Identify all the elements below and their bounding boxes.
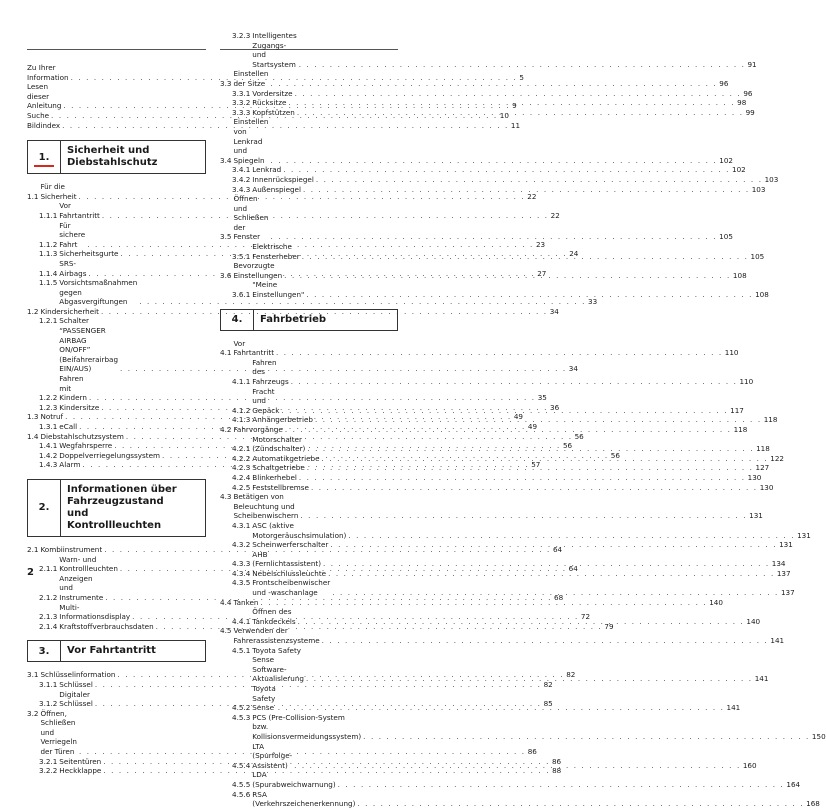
chapter-1-heading[interactable]	[27, 140, 206, 174]
toc-entry[interactable]: 1.1.4 SRS-Airbags . . . 27	[27, 259, 206, 278]
toc-entry[interactable]: 4.5.3 PCS (Pre-Collision-System bzw. Kollisionsvermeidungssystem) . . . 150	[220, 713, 398, 742]
toc-entry[interactable]: 1.1 Für die Sicherheit . . . 22	[27, 182, 206, 201]
toc-entry[interactable]: 1.2 Kindersicherheit . . . 34	[27, 307, 206, 317]
chapter-number: 4.	[220, 310, 254, 330]
toc-entry[interactable]: 3.2 Öffnen, Schließen und Verriegeln der Türen . . . 86	[27, 709, 206, 757]
toc-entry[interactable]: 2.1.1 Warn- und Kontrollleuchten . . . 64	[27, 555, 206, 574]
toc-entry[interactable]: 3.5 Öffnen und Schließen der Fenster . . . 105	[220, 194, 398, 242]
toc-entry[interactable]: 2.1.3 Multi-Informationsdisplay . . . 72	[27, 603, 206, 622]
toc-entry[interactable]: 4.5.2 Toyota Safety Sense . . . 141	[220, 684, 398, 713]
toc-entry[interactable]: 4.3.1 ASC (aktive Motorgeräuschsimulation) . . . 131	[220, 521, 398, 540]
toc-entry[interactable]: 4.5.6 RSA (Verkehrszeichenerkennung) . . . 168	[220, 790, 398, 809]
toc-entry[interactable]: 1.1.3 Sicherheitsgurte . . . 24	[27, 249, 206, 259]
toc-entry[interactable]: 3.3.2 Rücksitze . . . 98	[220, 98, 398, 108]
toc-entry[interactable]: 4.2.3 Schaltgetriebe . . . 127	[220, 463, 398, 473]
toc-entry[interactable]: 4.5 Verwenden der Fahrerassistenzsysteme . . . 141	[220, 626, 398, 645]
toc-entry[interactable]: Lesen dieser Anleitung . . . 9	[27, 82, 206, 111]
toc-entry[interactable]: 3.3.3 Kopfstützen . . . 99	[220, 108, 398, 118]
toc-entry[interactable]: 1.2.1 Schalter “PASSENGER AIRBAG ON/OFF” (Beifahrerairbag EIN/AUS) . . . 34	[27, 316, 206, 374]
toc-entry[interactable]: 1.1.5 Vorsichtsmaßnahmen gegen Abgasvergiftungen . . . 33	[27, 278, 206, 307]
toc-entry[interactable]: 4.3.3 AHB (Fernlichtassistent) . . . 134	[220, 550, 398, 569]
toc-entry[interactable]: 1.2.2 Fahren mit Kindern . . . 35	[27, 374, 206, 403]
toc-entry[interactable]: 1.1.2 Für sichere Fahrt . . . 23	[27, 221, 206, 250]
toc-entry[interactable]: Suche . . . 10	[27, 111, 206, 121]
toc-entry[interactable]: 3.1.1 Schlüssel . . . 82	[27, 680, 206, 690]
top-rule-left	[27, 49, 206, 50]
toc-entry[interactable]: 3.4.1 Lenkrad . . . 102	[220, 165, 398, 175]
toc-entry[interactable]: 4.1 Vor Fahrtantritt . . . 110	[220, 339, 398, 358]
chapter-4-heading[interactable]	[220, 309, 398, 331]
toc-entry[interactable]: 3.6 Bevorzugte Einstellungen . . . 108	[220, 261, 398, 280]
toc-entry[interactable]: 1.1.1 Vor Fahrtantritt . . . 22	[27, 201, 206, 220]
page-number: 2	[27, 567, 34, 578]
toc-entry[interactable]: 4.2.4 Blinkerhebel . . . 130	[220, 473, 398, 483]
toc-entry[interactable]: 3.5.1 Elektrische Fensterheber . . . 105	[220, 242, 398, 261]
toc-entry[interactable]: 2.1.2 Anzeigen und Instrumente . . . 68	[27, 574, 206, 603]
chapter-title: Vor Fahrtantritt	[67, 645, 156, 657]
toc-entry[interactable]: 4.5.4 LTA (Spurfolge-Assistent) . . . 160	[220, 742, 398, 771]
toc-entry[interactable]: 1.2.3 Kindersitze . . . 36	[27, 403, 206, 413]
toc-entry[interactable]: 4.3 Betätigen von Beleuchtung und Scheibenwischern . . . 131	[220, 492, 398, 521]
chapter-number: 1.	[27, 141, 61, 173]
toc-entry[interactable]: 4.5.1 Toyota Safety Sense Software-Aktualisierung . . . 141	[220, 646, 398, 684]
toc-entry[interactable]: 4.1.2 Fracht und Gepäck . . . 117	[220, 387, 398, 416]
toc-entry[interactable]: 3.4.3 Außenspiegel . . . 103	[220, 185, 398, 195]
toc-entry[interactable]: 4.2 Fahrvorgänge . . . 118	[220, 425, 398, 435]
toc-entry[interactable]: 4.3.5 Frontscheibenwischer und -waschanlage . . . 137	[220, 578, 398, 597]
toc-entry[interactable]: 2.1 Kombiinstrument . . . 64	[27, 545, 206, 555]
toc-entry[interactable]: 4.2.5 Feststellbremse . . . 130	[220, 483, 398, 493]
toc-entry[interactable]: 3.1 Schlüsselinformation . . . 82	[27, 670, 206, 680]
toc-entry[interactable]: 4.1.1 Fahren des Fahrzeugs . . . 110	[220, 358, 398, 387]
toc-entry[interactable]: 4.3.2 Scheinwerferschalter . . . 131	[220, 540, 398, 550]
toc-entry[interactable]: 3.2.2 Heckklappe . . . 88	[27, 766, 206, 776]
toc-entry[interactable]: 4.4 Tanken . . . 140	[220, 598, 398, 608]
toc-entry[interactable]: 2.1.4 Kraftstoffverbrauchsdaten . . . 79	[27, 622, 206, 632]
toc-entry[interactable]: 3.6.1 "Meine Einstellungen" . . . 108	[220, 280, 398, 299]
toc-entry[interactable]: 4.3.4 Nebelschlussleuchte . . . 137	[220, 569, 398, 579]
toc-entry[interactable]: 3.4.2 Innenrückspiegel . . . 103	[220, 175, 398, 185]
toc-entry[interactable]: 3.2.3 Intelligentes Zugangs- und Startsystem . . . 91	[220, 31, 398, 69]
toc-entry[interactable]: 1.3.1 eCall . . . 49	[27, 422, 206, 432]
toc-entry[interactable]: 4.5.5 LDA (Spurabweichwarnung) . . . 164	[220, 770, 398, 789]
chapter-title: Fahrbetrieb	[260, 313, 327, 325]
chapter-2-heading[interactable]	[27, 479, 206, 537]
chapter-title: Sicherheit und Diebstahlschutz	[67, 145, 158, 169]
toc-entry[interactable]: 1.4.1 Wegfahrsperre . . . 56	[27, 441, 206, 451]
toc-entry[interactable]: 1.3 Notruf . . . 49	[27, 412, 206, 422]
chapter-number: 2.	[27, 480, 61, 536]
toc-entry[interactable]: 3.2.1 Seitentüren . . . 86	[27, 757, 206, 767]
toc-entry[interactable]: 1.4 Diebstahlschutzsystem . . . 56	[27, 432, 206, 442]
toc-entry[interactable]: 3.4 Einstellen von Lenkrad und Spiegeln . . . 102	[220, 117, 398, 165]
chapter-number: 3.	[27, 641, 61, 661]
toc-entry[interactable]: 3.1.2 Digitaler Schlüssel . . . 85	[27, 690, 206, 709]
toc-entry[interactable]: 3.3 Einstellen der Sitze . . . 96	[220, 69, 398, 88]
toc-entry[interactable]: 4.4.1 Öffnen des Tankdeckels . . . 140	[220, 607, 398, 626]
chapter-3-heading[interactable]	[27, 640, 206, 662]
toc-entry[interactable]: 1.4.3 Alarm . . . 57	[27, 460, 206, 470]
toc-entry[interactable]: Bildindex . . . 11	[27, 121, 206, 131]
toc-entry[interactable]: 4.2.2 Automatikgetriebe . . . 122	[220, 454, 398, 464]
toc-entry[interactable]: 4.1.3 Anhängerbetrieb . . . 118	[220, 415, 398, 425]
toc-entry[interactable]: 3.3.1 Vordersitze . . . 96	[220, 89, 398, 99]
toc-entry[interactable]: Zu Ihrer Information . . . 5	[27, 63, 206, 82]
toc-entry[interactable]: 4.2.1 Motorschalter (Zündschalter) . . . 118	[220, 435, 398, 454]
toc-entry[interactable]: 1.4.2 Doppelverriegelungssystem . . . 56	[27, 451, 206, 461]
chapter-title: Informationen über Fahrzeugzustand und Kontrollleuchten	[67, 483, 177, 531]
